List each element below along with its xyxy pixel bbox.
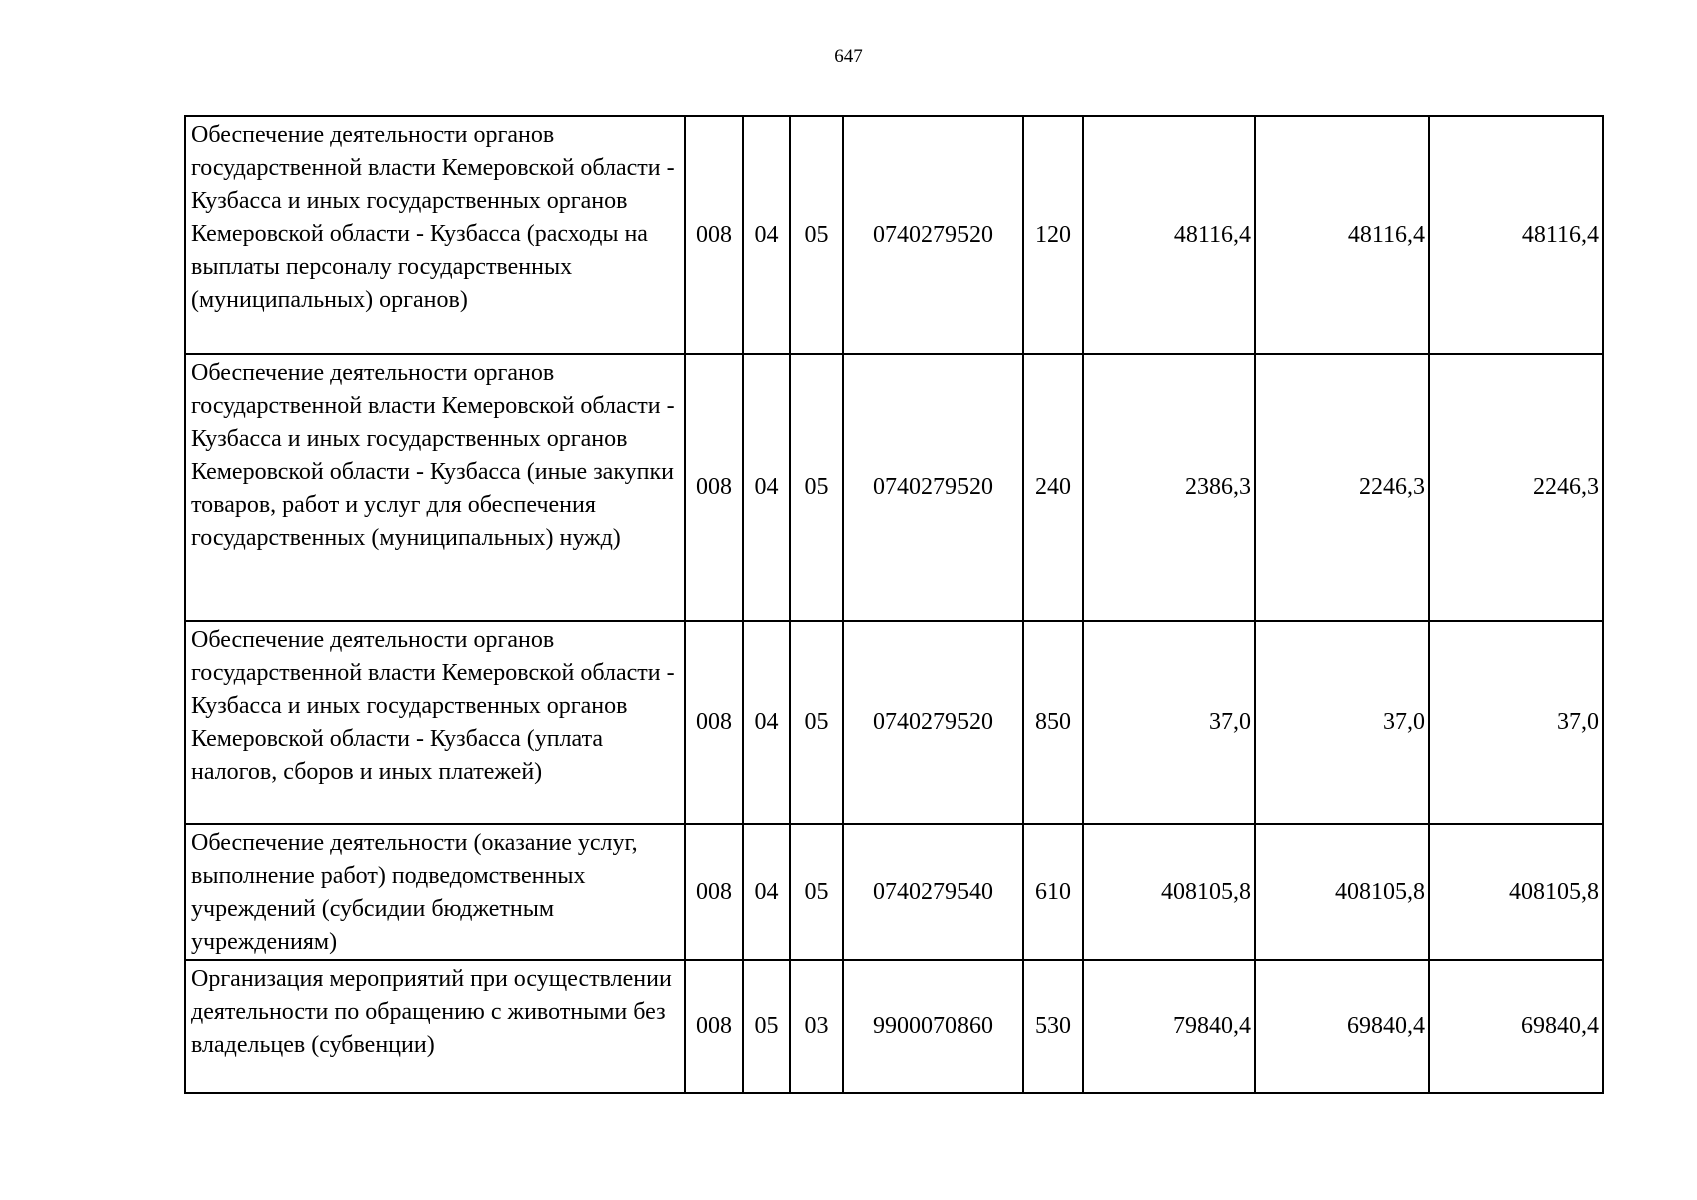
amount-year-2: 69840,4 [1255, 960, 1429, 1093]
amount-year-3: 2246,3 [1429, 354, 1603, 621]
subsection-code: 05 [790, 116, 843, 354]
ministry-code: 008 [685, 960, 743, 1093]
expense-type-code: 120 [1023, 116, 1083, 354]
section-code: 04 [743, 354, 790, 621]
ministry-code: 008 [685, 824, 743, 960]
target-article-code: 0740279520 [843, 116, 1023, 354]
subsection-code: 05 [790, 824, 843, 960]
section-code: 04 [743, 621, 790, 824]
amount-year-3: 69840,4 [1429, 960, 1603, 1093]
amount-year-2: 2246,3 [1255, 354, 1429, 621]
expense-type-code: 850 [1023, 621, 1083, 824]
expense-description: Организация мероприятий при осуществлении деятельности по обращению с животными без владельцев (субвенции) [185, 960, 685, 1093]
amount-year-3: 48116,4 [1429, 116, 1603, 354]
expense-type-code: 530 [1023, 960, 1083, 1093]
ministry-code: 008 [685, 621, 743, 824]
amount-year-3: 408105,8 [1429, 824, 1603, 960]
amount-year-2: 37,0 [1255, 621, 1429, 824]
table-row [185, 960, 1603, 1093]
amount-year-2: 408105,8 [1255, 824, 1429, 960]
section-code: 04 [743, 824, 790, 960]
target-article-code: 0740279540 [843, 824, 1023, 960]
expense-description: Обеспечение деятельности органов государственной власти Кемеровской области - Кузбасса и иных государственных органов Кемеровской области - Кузбасса (расходы на выплаты персоналу государственных (муниципальных) органов) [185, 116, 685, 354]
table-row [185, 824, 1603, 960]
amount-year-1: 48116,4 [1083, 116, 1255, 354]
amount-year-2: 48116,4 [1255, 116, 1429, 354]
expense-type-code: 610 [1023, 824, 1083, 960]
amount-year-1: 79840,4 [1083, 960, 1255, 1093]
expense-type-code: 240 [1023, 354, 1083, 621]
table-row [185, 354, 1603, 621]
section-code: 05 [743, 960, 790, 1093]
table-row [185, 116, 1603, 354]
amount-year-3: 37,0 [1429, 621, 1603, 824]
table-row [185, 621, 1603, 824]
target-article-code: 9900070860 [843, 960, 1023, 1093]
expense-description: Обеспечение деятельности органов государственной власти Кемеровской области - Кузбасса и иных государственных органов Кемеровской области - Кузбасса (иные закупки товаров, работ и услуг для обеспечения государственных (муниципальных) нужд) [185, 354, 685, 621]
amount-year-1: 2386,3 [1083, 354, 1255, 621]
page-number: 647 [834, 46, 863, 67]
amount-year-1: 408105,8 [1083, 824, 1255, 960]
budget-table [184, 115, 1604, 1094]
target-article-code: 0740279520 [843, 621, 1023, 824]
expense-description: Обеспечение деятельности (оказание услуг, выполнение работ) подведомственных учреждений (субсидии бюджетным учреждениям) [185, 824, 685, 960]
target-article-code: 0740279520 [843, 354, 1023, 621]
section-code: 04 [743, 116, 790, 354]
subsection-code: 03 [790, 960, 843, 1093]
expense-description: Обеспечение деятельности органов государственной власти Кемеровской области - Кузбасса и иных государственных органов Кемеровской области - Кузбасса (уплата налогов, сборов и иных платежей) [185, 621, 685, 824]
ministry-code: 008 [685, 354, 743, 621]
subsection-code: 05 [790, 354, 843, 621]
ministry-code: 008 [685, 116, 743, 354]
amount-year-1: 37,0 [1083, 621, 1255, 824]
subsection-code: 05 [790, 621, 843, 824]
